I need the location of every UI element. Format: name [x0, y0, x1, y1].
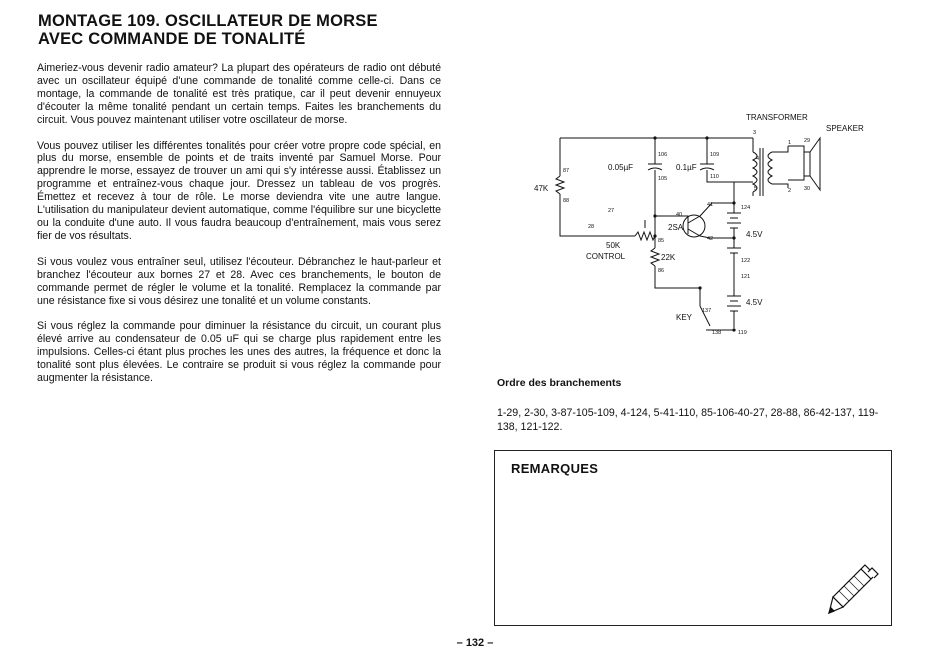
terminal-label: 4 [756, 156, 760, 162]
notes-box [494, 450, 892, 626]
terminal-label: 86 [658, 268, 665, 274]
terminal-label: 124 [741, 205, 751, 211]
terminal-label: 88 [563, 198, 570, 204]
terminal-label: 28 [588, 224, 595, 230]
circuit-diagram [520, 108, 920, 343]
label-cap-01: 0.1µF [676, 163, 697, 172]
terminal-numbers [563, 130, 810, 336]
label-speaker: SPEAKER [826, 124, 864, 133]
terminal-label: 30 [804, 186, 811, 192]
title-line-2: AVEC COMMANDE DE TONALITÉ [38, 30, 306, 48]
terminal-label: 137 [702, 308, 712, 314]
terminal-label: 87 [563, 168, 570, 174]
paragraph-earphone: Si vous voulez vous entraîner seul, utilisez l'écouteur. Débranchez le haut-parleur et branchez l'écouteur aux bornes 27 et 28. Avec ces branchements, le bouton de commande permet de régler le volume et la tonalité. Remplacez la commande par une résistance fixe si vous désirez une tonalité et un volume constants. [37, 255, 441, 307]
terminal-label: 3 [753, 130, 757, 136]
terminal-label: 40 [676, 212, 683, 218]
page-number: – 132 – [456, 637, 494, 649]
paragraph-morse-code: Vous pouvez utiliser les différentes tonalités pour créer votre propre code spécial, en plus du morse, ensemble de points et de traits inventé par Samuel Morse. Pour apprendre le morse, essayez de trouver un ami qui s'y intéresse aussi. Établissez un programme et entraînez-vous chaque jour. Dressez un tableau de vos progrès. Émettez et recevez à tour de rôle. Le morse deviendra vite une autre langue. L'utilisation du manipulateur devient automatique, comme l'équilibre sur une bicyclette ou la conduite d'une auto. Il vous faudra beaucoup d'entraînement, mais vous serez fier de vos résultats. [37, 139, 441, 242]
terminal-label: 41 [707, 202, 714, 208]
label-cap-005: 0.05µF [608, 163, 634, 172]
terminal-label: 42 [707, 236, 714, 242]
label-battery-2: 4.5V [746, 298, 763, 307]
paragraph-resistance: Si vous réglez la commande pour diminuer la résistance du circuit, un courant plus élevé arrive au condensateur de 0.05 uF qui se charge plus rapidement entre les impulsions. Celles-ci étant plus proches les unes des autres, la fréquence et donc la tonalité sont plus élevées. Le contraire se produit si vous réglez la commande pour augmenter la résistance. [37, 320, 441, 385]
terminal-label: 109 [710, 152, 720, 158]
label-47k: 47K [534, 184, 549, 193]
terminal-label: 110 [710, 174, 719, 180]
label-control: CONTROL [586, 252, 626, 261]
terminal-label: 121 [741, 274, 751, 280]
label-key: KEY [676, 313, 693, 322]
terminal-label: 85 [658, 238, 665, 244]
body-text [37, 62, 441, 398]
label-transistor: 2SA [668, 223, 684, 232]
terminal-label: 27 [608, 208, 615, 214]
terminal-label: 138 [712, 330, 722, 336]
paragraph-intro: Aimeriez-vous devenir radio amateur? La plupart des opérateurs de radio ont débuté avec un oscillateur équipé d'une commande de tonalité comme celle-ci. Dans ce montage, la commande de tonalité est très pratique, car il peut devenir ennuyeux d'écouter la même tonalité pendant un certain temps. Faites les branchements du circuit. Vous pouvez maintenant utiliser votre oscillateur de morse. [37, 62, 441, 126]
title-line-1: MONTAGE 109. OSCILLATEUR DE MORSE [38, 12, 378, 30]
label-50k: 50K [606, 241, 621, 250]
label-transformer: TRANSFORMER [746, 113, 808, 122]
terminal-label: 29 [804, 138, 811, 144]
terminal-label: 5 [754, 186, 758, 192]
terminal-label: 122 [741, 258, 751, 264]
connections-list: 1-29, 2-30, 3-87-105-109, 4-124, 5-41-110, 85-106-40-27, 28-88, 86-42-137, 119-138, 121-122. [497, 407, 879, 433]
label-22k: 22K [661, 253, 676, 262]
terminal-label: 1 [788, 140, 792, 146]
pencil-icon [821, 559, 881, 619]
terminal-label: 2 [788, 188, 792, 194]
notes-title: REMARQUES [511, 461, 599, 476]
label-battery-1: 4.5V [746, 230, 763, 239]
connections-heading: Ordre des branchements [497, 377, 622, 389]
terminal-label: 119 [738, 330, 747, 336]
page-title [38, 12, 458, 48]
terminal-label: 105 [658, 176, 668, 182]
terminal-label: 106 [658, 152, 668, 158]
